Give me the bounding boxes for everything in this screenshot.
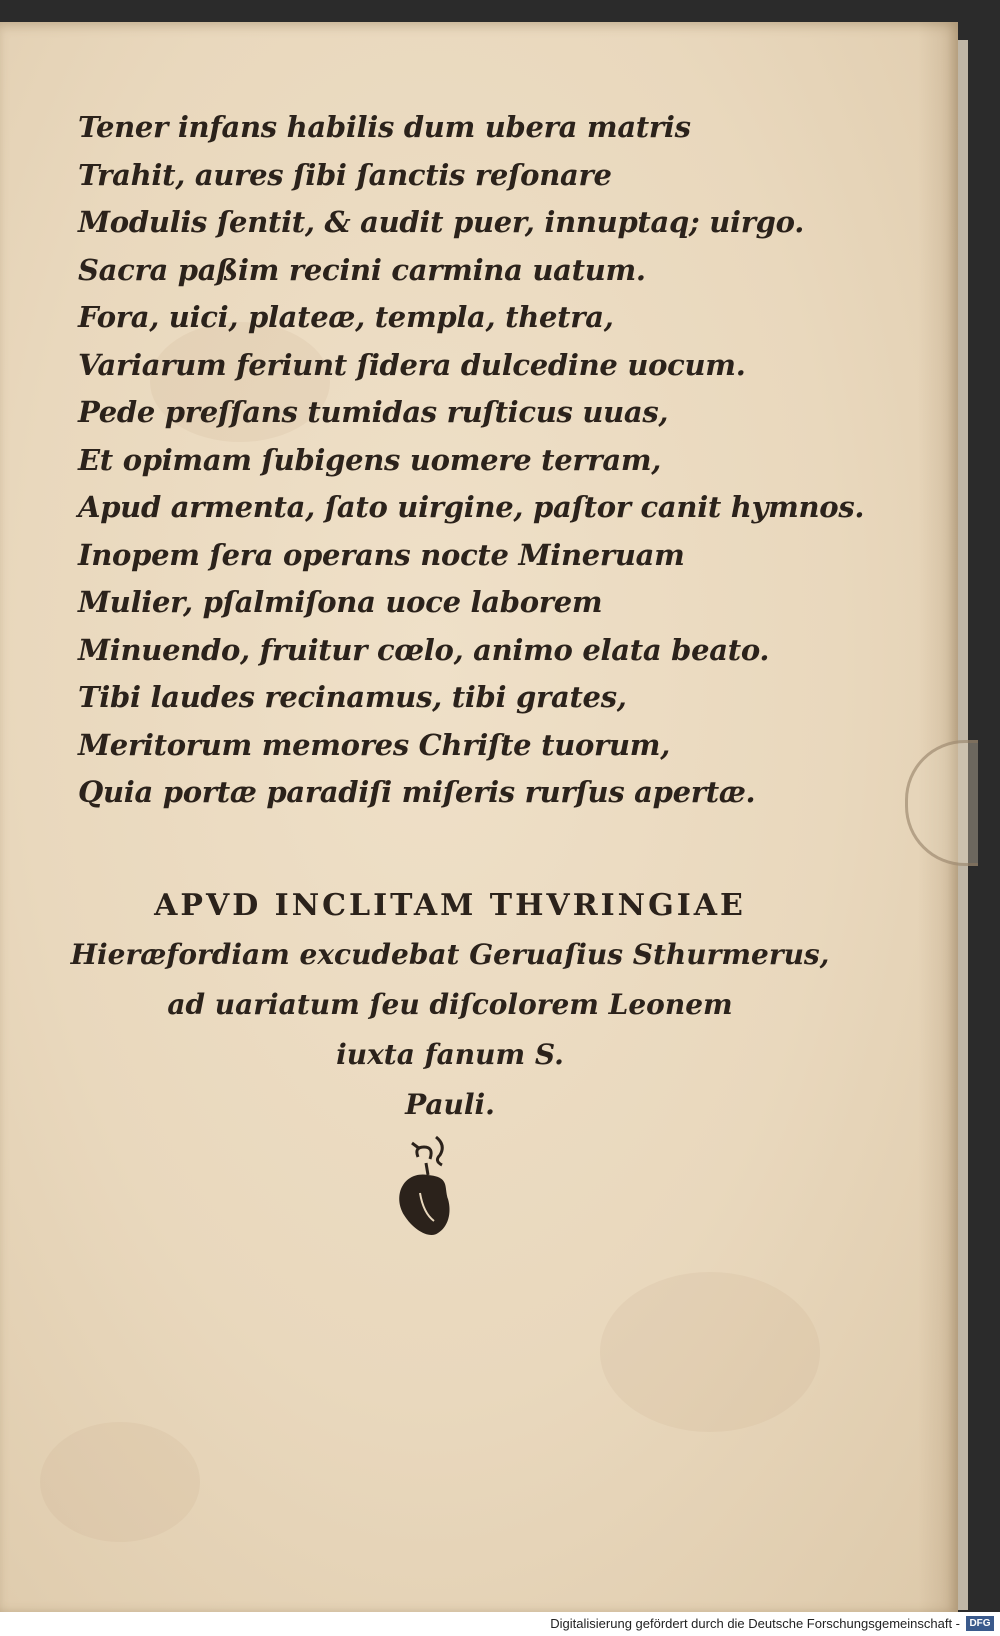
poem-text bbox=[78, 110, 864, 823]
colophon-line: ad uariatum ſeu diſcolorem Leonem bbox=[167, 988, 733, 1021]
paper-stain bbox=[600, 1272, 820, 1432]
poem-line: Tener infans habilis dum ubera matris bbox=[78, 110, 691, 144]
colophon-line: iuxta fanum S. bbox=[336, 1038, 564, 1071]
poem-line: Modulis ſentit, & audit puer, innuptaq; uirgo. bbox=[78, 205, 804, 239]
poem-line: Meritorum memores Chriſte tuorum, bbox=[78, 727, 670, 762]
colophon-heading: APVD INCLITAM THVRINGIAE bbox=[154, 888, 746, 923]
colophon-line: Pauli. bbox=[405, 1088, 495, 1121]
paper-stain bbox=[40, 1422, 200, 1542]
funding-notice: Digitalisierung gefördert durch die Deutsche Forschungsgemeinschaft - bbox=[550, 1616, 960, 1631]
poem-line: Pede preſſans tumidas ruſticus uuas, bbox=[78, 395, 669, 429]
poem-line: Tibi laudes recinamus, tibi grates, bbox=[78, 680, 627, 714]
colophon-line: Hieræfordiam excudebat Geruaſius Sthurmerus, bbox=[70, 938, 830, 971]
footer-bar bbox=[0, 1612, 1000, 1636]
poem-line: Sacra paßim recini carmina uatum. bbox=[78, 252, 646, 287]
poem-line: Minuendo, fruitur cœlo, animo elata beato. bbox=[78, 632, 770, 667]
dfg-logo[interactable]: DFG bbox=[966, 1616, 994, 1631]
poem-line: Quia portæ paradiſi miſeris rurſus apertæ. bbox=[78, 775, 756, 809]
poem-line: Apud armenta, ſato uirgine, paſtor canit hymnos. bbox=[78, 490, 865, 524]
poem-line: Mulier, pſalmiſona uoce laborem bbox=[78, 585, 603, 619]
colophon bbox=[60, 888, 840, 1138]
printer-mark-heart-icon bbox=[390, 1135, 470, 1245]
poem-line: Et opimam ſubigens uomere terram, bbox=[78, 442, 662, 477]
poem-line: Inopem ſera operans nocte Mineruam bbox=[78, 537, 685, 572]
poem-line: Trahit, aures ſibi ſanctis reſonare bbox=[78, 157, 612, 192]
poem-line: Fora, uici, plateæ, templa, thetra, bbox=[78, 300, 614, 334]
poem-line: Variarum feriunt ſidera dulcedine uocum. bbox=[78, 347, 746, 382]
